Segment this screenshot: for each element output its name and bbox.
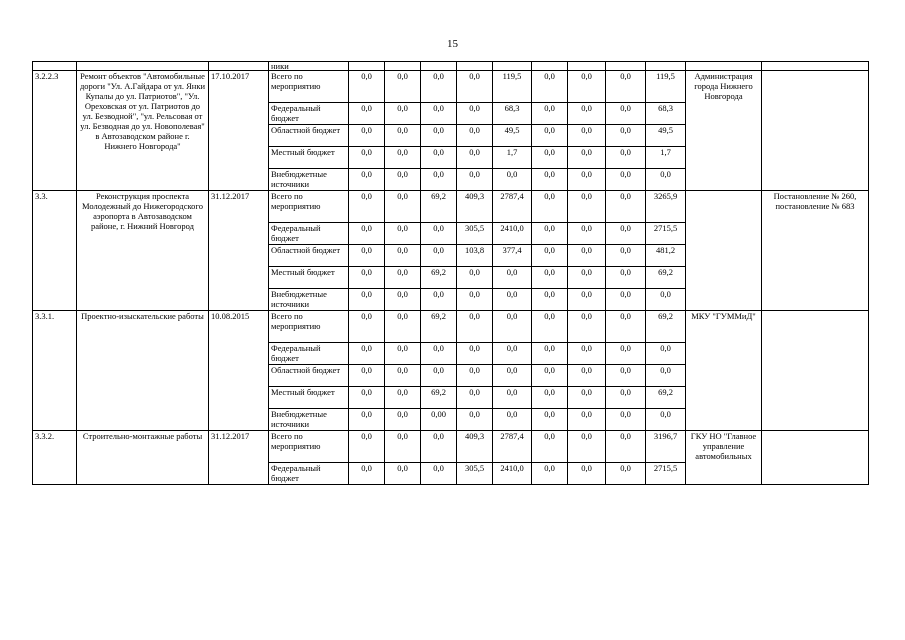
budget-table	[32, 61, 869, 485]
value-cell: 0,0	[421, 343, 457, 365]
item-name-cell: Проектно-изыскательские работы	[77, 311, 209, 431]
source-cell: Внебюджетные источники	[269, 409, 349, 431]
source-cell: Всего по мероприятию	[269, 311, 349, 343]
value-cell: 0,0	[532, 365, 568, 387]
executor-cell: ГКУ НО "Главное управление автомобильных	[686, 431, 762, 485]
value-cell: 0,0	[385, 169, 421, 191]
table-row	[33, 71, 869, 103]
source-cell: Федеральный бюджет	[269, 223, 349, 245]
source-cell: Всего по мероприятию	[269, 191, 349, 223]
item-date-cell: 17.10.2017	[209, 71, 269, 191]
value-cell: 0,0	[646, 365, 686, 387]
value-cell: 377,4	[493, 245, 532, 267]
value-cell: 0,0	[606, 387, 646, 409]
value-cell: 0,0	[457, 311, 493, 343]
value-cell: 0,0	[568, 103, 606, 125]
value-cell: 305,5	[457, 463, 493, 485]
value-cell: 0,0	[457, 267, 493, 289]
source-cell: Всего по мероприятию	[269, 71, 349, 103]
note-cell	[762, 311, 869, 431]
value-cell: 0,0	[532, 387, 568, 409]
source-cell: Всего по мероприятию	[269, 431, 349, 463]
value-cell: 0,0	[349, 365, 385, 387]
value-cell: 0,0	[606, 103, 646, 125]
note-cell	[762, 71, 869, 191]
item-code-cell: 3.3.	[33, 191, 77, 311]
value-cell: 0,0	[457, 125, 493, 147]
value-cell: 69,2	[646, 387, 686, 409]
value-cell: 0,0	[421, 245, 457, 267]
table-row	[33, 191, 869, 223]
value-cell: 0,0	[532, 311, 568, 343]
executor-cell	[686, 191, 762, 311]
source-cell: Областной бюджет	[269, 245, 349, 267]
value-cell: 0,0	[606, 289, 646, 311]
value-cell: 409,3	[457, 191, 493, 223]
item-code-cell: 3.3.1.	[33, 311, 77, 431]
table-cell	[77, 62, 209, 71]
table-row	[33, 431, 869, 463]
value-cell: 0,0	[606, 431, 646, 463]
executor-cell: Администрация города Нижнего Новгорода	[686, 71, 762, 191]
value-cell: 0,0	[568, 147, 606, 169]
value-cell: 0,0	[532, 463, 568, 485]
value-cell: 0,0	[385, 289, 421, 311]
page-number: 15	[447, 38, 458, 50]
source-cell: ники	[269, 62, 349, 71]
value-cell: 0,0	[457, 409, 493, 431]
value-cell: 0,0	[349, 103, 385, 125]
value-cell: 305,5	[457, 223, 493, 245]
value-cell: 0,0	[385, 191, 421, 223]
source-cell: Внебюджетные источники	[269, 169, 349, 191]
table-cell	[568, 62, 606, 71]
value-cell: 0,0	[385, 125, 421, 147]
value-cell: 0,0	[385, 147, 421, 169]
value-cell: 0,0	[349, 463, 385, 485]
table-cell	[532, 62, 568, 71]
value-cell: 0,0	[606, 409, 646, 431]
table-cell	[493, 62, 532, 71]
value-cell: 0,0	[532, 125, 568, 147]
value-cell: 0,0	[532, 223, 568, 245]
value-cell: 0,0	[568, 223, 606, 245]
table-row	[33, 311, 869, 343]
value-cell: 0,0	[349, 169, 385, 191]
value-cell: 0,0	[457, 387, 493, 409]
value-cell: 0,0	[532, 289, 568, 311]
value-cell: 0,0	[493, 169, 532, 191]
value-cell: 2715,5	[646, 463, 686, 485]
value-cell: 69,2	[646, 267, 686, 289]
value-cell: 0,0	[385, 409, 421, 431]
value-cell: 0,0	[532, 169, 568, 191]
value-cell: 0,0	[606, 71, 646, 103]
value-cell: 0,0	[532, 245, 568, 267]
value-cell: 0,0	[646, 343, 686, 365]
value-cell: 0,0	[606, 245, 646, 267]
value-cell: 0,0	[349, 387, 385, 409]
value-cell: 0,0	[532, 343, 568, 365]
value-cell: 103,8	[457, 245, 493, 267]
value-cell: 0,0	[421, 71, 457, 103]
value-cell: 68,3	[493, 103, 532, 125]
source-cell: Внебюджетные источники	[269, 289, 349, 311]
value-cell: 2787,4	[493, 191, 532, 223]
value-cell: 0,0	[385, 463, 421, 485]
value-cell: 119,5	[493, 71, 532, 103]
table-cell	[457, 62, 493, 71]
table-cell	[33, 62, 77, 71]
table-cell	[646, 62, 686, 71]
item-code-cell: 3.2.2.3	[33, 71, 77, 191]
value-cell: 0,0	[349, 431, 385, 463]
value-cell: 2410,0	[493, 463, 532, 485]
table-cell	[762, 62, 869, 71]
value-cell: 49,5	[493, 125, 532, 147]
value-cell: 0,0	[385, 103, 421, 125]
value-cell: 0,0	[421, 365, 457, 387]
value-cell: 0,0	[457, 71, 493, 103]
value-cell: 0,0	[646, 289, 686, 311]
value-cell: 0,0	[421, 463, 457, 485]
value-cell: 0,0	[493, 267, 532, 289]
value-cell: 0,0	[493, 311, 532, 343]
value-cell: 69,2	[421, 267, 457, 289]
value-cell: 0,0	[385, 71, 421, 103]
source-cell: Областной бюджет	[269, 365, 349, 387]
value-cell: 119,5	[646, 71, 686, 103]
value-cell: 0,0	[606, 191, 646, 223]
value-cell: 0,0	[493, 289, 532, 311]
value-cell: 0,0	[568, 431, 606, 463]
value-cell: 0,0	[532, 267, 568, 289]
value-cell: 0,0	[568, 71, 606, 103]
source-cell: Областной бюджет	[269, 125, 349, 147]
value-cell: 69,2	[421, 387, 457, 409]
value-cell: 0,0	[457, 169, 493, 191]
value-cell: 0,0	[421, 289, 457, 311]
value-cell: 0,0	[385, 223, 421, 245]
item-code-cell: 3.3.2.	[33, 431, 77, 485]
value-cell: 69,2	[646, 311, 686, 343]
value-cell: 0,0	[606, 463, 646, 485]
value-cell: 0,0	[349, 245, 385, 267]
value-cell: 0,0	[568, 267, 606, 289]
item-date-cell: 31.12.2017	[209, 431, 269, 485]
value-cell: 0,0	[606, 267, 646, 289]
value-cell: 0,0	[349, 223, 385, 245]
value-cell: 49,5	[646, 125, 686, 147]
value-cell: 0,0	[421, 169, 457, 191]
value-cell: 0,0	[568, 387, 606, 409]
note-cell	[762, 431, 869, 485]
value-cell: 0,0	[457, 147, 493, 169]
value-cell: 0,0	[646, 169, 686, 191]
value-cell: 0,0	[385, 267, 421, 289]
item-name-cell: Ремонт объектов "Автомобильные дороги "Ул. А.Гайдара от ул. Янки Купалы до ул. Патриотов", "Ул. Ореховская от ул. Патриотов до ул. Безводной", "ул. Рельсовая от ул. Безводная до ул. Новополевая" в Автозаводском районе г. Нижнего Новгорода"	[77, 71, 209, 191]
value-cell: 481,2	[646, 245, 686, 267]
source-cell: Местный бюджет	[269, 267, 349, 289]
value-cell: 0,0	[532, 431, 568, 463]
value-cell: 0,0	[421, 103, 457, 125]
value-cell: 2410,0	[493, 223, 532, 245]
value-cell: 3265,9	[646, 191, 686, 223]
value-cell: 2787,4	[493, 431, 532, 463]
source-cell: Федеральный бюджет	[269, 463, 349, 485]
value-cell: 0,0	[421, 125, 457, 147]
value-cell: 0,0	[385, 311, 421, 343]
value-cell: 0,0	[568, 245, 606, 267]
table-cell	[606, 62, 646, 71]
value-cell: 0,0	[457, 103, 493, 125]
value-cell: 0,0	[349, 71, 385, 103]
note-cell: Постановление № 260, постановление № 683	[762, 191, 869, 311]
value-cell: 0,0	[532, 71, 568, 103]
value-cell: 0,0	[421, 147, 457, 169]
value-cell: 0,0	[385, 365, 421, 387]
value-cell: 2715,5	[646, 223, 686, 245]
item-name-cell: Реконструкция проспекта Молодежный до Нижегородского аэропорта в Автозаводском районе, г. Нижний Новгород	[77, 191, 209, 311]
value-cell: 0,0	[349, 311, 385, 343]
value-cell: 0,0	[493, 343, 532, 365]
value-cell: 0,0	[568, 343, 606, 365]
value-cell: 409,3	[457, 431, 493, 463]
value-cell: 0,0	[606, 223, 646, 245]
value-cell: 0,0	[568, 463, 606, 485]
table-cell	[686, 62, 762, 71]
value-cell: 0,0	[385, 343, 421, 365]
value-cell: 0,0	[606, 125, 646, 147]
value-cell: 0,0	[493, 387, 532, 409]
value-cell: 0,0	[532, 103, 568, 125]
value-cell: 0,0	[421, 431, 457, 463]
value-cell: 0,0	[568, 311, 606, 343]
value-cell: 0,0	[532, 147, 568, 169]
value-cell: 0,0	[568, 191, 606, 223]
value-cell: 0,0	[349, 267, 385, 289]
value-cell: 0,0	[349, 191, 385, 223]
value-cell: 0,0	[606, 311, 646, 343]
item-date-cell: 10.08.2015	[209, 311, 269, 431]
value-cell: 0,0	[385, 245, 421, 267]
value-cell: 1,7	[646, 147, 686, 169]
executor-cell: МКУ "ГУММиД"	[686, 311, 762, 431]
value-cell: 0,0	[606, 147, 646, 169]
source-cell: Федеральный бюджет	[269, 103, 349, 125]
table-cell	[349, 62, 385, 71]
value-cell: 0,0	[349, 125, 385, 147]
value-cell: 0,0	[568, 125, 606, 147]
value-cell: 0,0	[349, 409, 385, 431]
item-name-cell: Строительно-монтажные работы	[77, 431, 209, 485]
value-cell: 0,0	[457, 343, 493, 365]
value-cell: 0,00	[421, 409, 457, 431]
value-cell: 0,0	[457, 289, 493, 311]
value-cell: 0,0	[385, 387, 421, 409]
value-cell: 0,0	[385, 431, 421, 463]
value-cell: 0,0	[532, 191, 568, 223]
table-cell	[385, 62, 421, 71]
value-cell: 0,0	[349, 289, 385, 311]
value-cell: 1,7	[493, 147, 532, 169]
value-cell: 0,0	[606, 169, 646, 191]
value-cell: 0,0	[606, 365, 646, 387]
value-cell: 0,0	[568, 409, 606, 431]
value-cell: 0,0	[421, 223, 457, 245]
source-cell: Местный бюджет	[269, 147, 349, 169]
value-cell: 0,0	[493, 365, 532, 387]
value-cell: 0,0	[606, 343, 646, 365]
value-cell: 0,0	[349, 147, 385, 169]
value-cell: 0,0	[568, 169, 606, 191]
value-cell: 0,0	[532, 409, 568, 431]
value-cell: 68,3	[646, 103, 686, 125]
source-cell: Местный бюджет	[269, 387, 349, 409]
value-cell: 0,0	[493, 409, 532, 431]
table-cell	[209, 62, 269, 71]
table-cell	[421, 62, 457, 71]
value-cell: 0,0	[568, 365, 606, 387]
value-cell: 0,0	[349, 343, 385, 365]
source-cell: Федеральный бюджет	[269, 343, 349, 365]
value-cell: 0,0	[646, 409, 686, 431]
value-cell: 69,2	[421, 311, 457, 343]
table-row	[33, 62, 869, 71]
item-date-cell: 31.12.2017	[209, 191, 269, 311]
value-cell: 0,0	[568, 289, 606, 311]
value-cell: 69,2	[421, 191, 457, 223]
value-cell: 0,0	[457, 365, 493, 387]
value-cell: 3196,7	[646, 431, 686, 463]
